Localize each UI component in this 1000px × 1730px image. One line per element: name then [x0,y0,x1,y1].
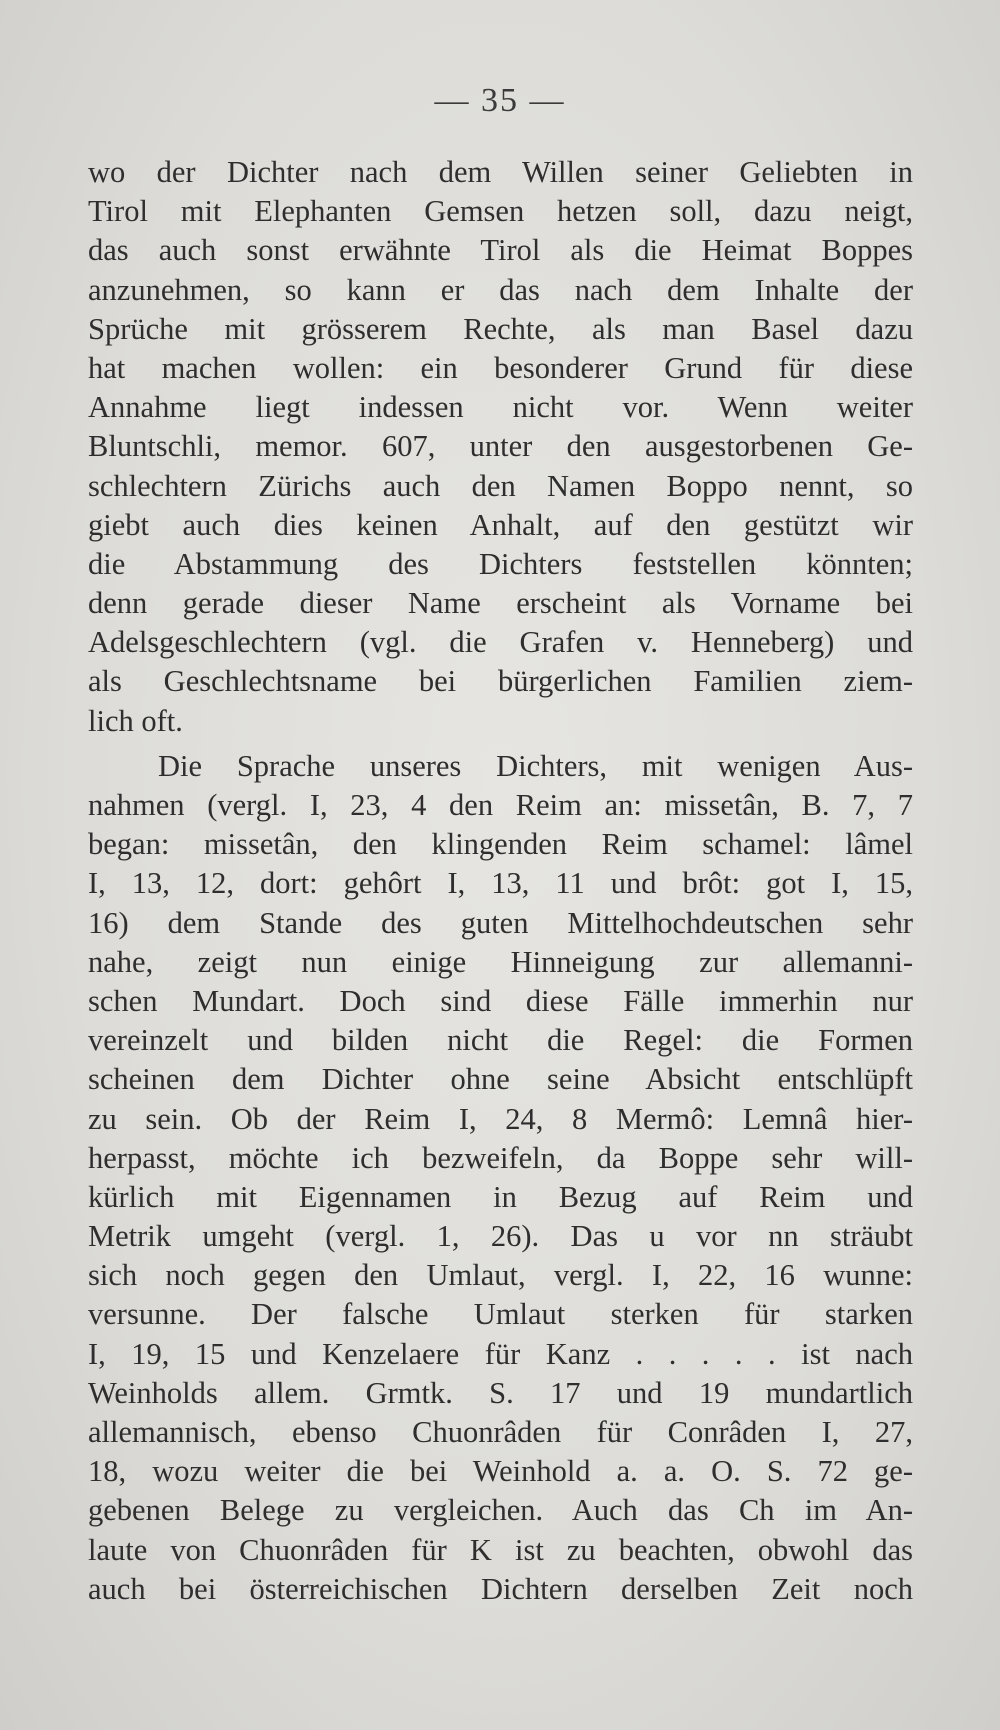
text-line: I, 19, 15 und Kenzelaere für Kanz . . . . . ist nach [88,1336,913,1371]
text-line: denn gerade dieser Name erscheint als Vorname bei [88,586,913,621]
text-line: vereinzelt und bilden nicht die Regel: die Formen [88,1023,913,1058]
body-text [88,153,913,1609]
text-line: kürlich mit Eigennamen in Bezug auf Reim und [88,1179,913,1214]
text-line: Tirol mit Elephanten Gemsen hetzen soll, dazu neigt, [88,194,913,229]
text-line: versunne. Der falsche Umlaut sterken für starken [88,1297,913,1332]
text-line: Sprüche mit grösserem Rechte, als man Basel dazu [88,311,913,346]
text-line: Bluntschli, memor. 607, unter den ausgestorbenen Ge- [88,429,913,464]
paragraph-1 [88,153,913,741]
paragraph-2 [88,747,913,1609]
text-line: 18, wozu weiter die bei Weinhold a. a. O. S. 72 ge- [88,1454,913,1489]
text-line: laute von Chuonrâden für K ist zu beachten, obwohl das [88,1532,913,1567]
text-line: schen Mundart. Doch sind diese Fälle immerhin nur [88,983,913,1018]
text-line: gebenen Belege zu vergleichen. Auch das Ch im An- [88,1493,913,1528]
text-line: scheinen dem Dichter ohne seine Absicht entschlüpft [88,1062,913,1097]
text-line: das auch sonst erwähnte Tirol als die Heimat Boppes [88,233,913,268]
text-line: I, 13, 12, dort: gehôrt I, 13, 11 und brôt: got I, 15, [88,866,913,901]
text-line: anzunehmen, so kann er das nach dem Inhalte der [88,272,913,307]
text-line: allemannisch, ebenso Chuonrâden für Conrâden I, 27, [88,1415,913,1449]
text-line: hat machen wollen: ein besonderer Grund für diese [88,350,913,385]
text-line: giebt auch dies keinen Anhalt, auf den gestützt wir [88,507,913,542]
page-number: — 35 — [434,82,566,119]
text-line: die Abstammung des Dichters feststellen könnten; [88,546,913,581]
text-line: als Geschlechtsname bei bürgerlichen Familien ziem- [88,664,913,699]
text-line: herpasst, möchte ich bezweifeln, da Boppe sehr will- [88,1140,913,1175]
text-line: auch bei österreichischen Dichtern derselben Zeit noch [88,1571,913,1606]
text-line: Annahme liegt indessen nicht vor. Wenn weiter [88,390,913,425]
text-line: sich noch gegen den Umlaut, vergl. I, 22, 16 wunne: [88,1258,913,1293]
text-line: wo der Dichter nach dem Willen seiner Geliebten in [88,155,913,189]
text-line: zu sein. Ob der Reim I, 24, 8 Mermô: Lemnâ hier- [88,1101,913,1136]
text-line: Adelsgeschlechtern (vgl. die Grafen v. Henneberg) und [88,625,913,660]
text-line: nahe, zeigt nun einige Hinneigung zur allemanni- [88,944,913,979]
text-line: Metrik umgeht (vergl. 1, 26). Das u vor nn sträubt [88,1219,913,1254]
text-line: Die Sprache unseres Dichters, mit wenigen Aus- [158,748,913,783]
text-line: nahmen (vergl. I, 23, 4 den Reim an: missetân, B. 7, 7 [88,788,913,822]
text-line: schlechtern Zürichs auch den Namen Boppo nennt, so [88,468,913,503]
text-line: lich oft. [88,703,183,738]
text-line: 16) dem Stande des guten Mittelhochdeutschen sehr [88,905,913,940]
text-line: began: missetân, den klingenden Reim schamel: lâmel [88,827,913,862]
text-line: Weinholds allem. Grmtk. S. 17 und 19 mundartlich [88,1375,913,1410]
